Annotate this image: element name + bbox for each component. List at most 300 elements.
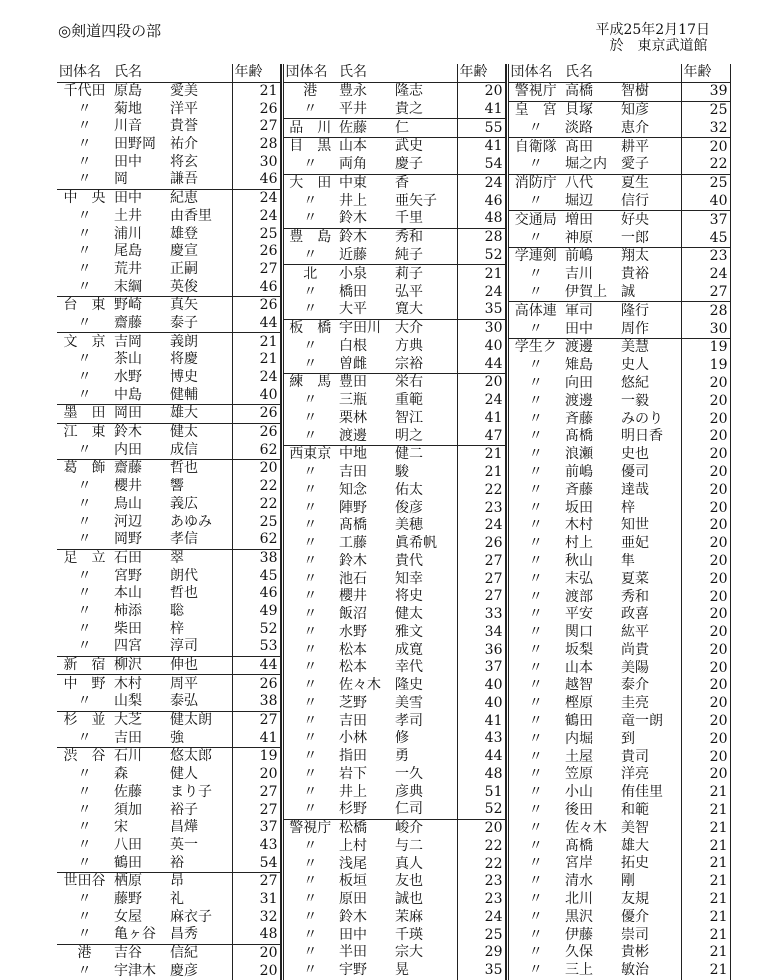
name-cell: 柳沢 伸也 — [112, 656, 232, 675]
roster-table-2 — [281, 64, 506, 980]
org-cell: 〃 — [528, 802, 543, 819]
org-cell: 〃 — [528, 766, 543, 783]
name-cell: 八田 英一 — [114, 836, 198, 853]
header-age: 年齢 — [681, 64, 730, 82]
table-row — [282, 819, 505, 837]
org-cell: 〃 — [528, 552, 543, 569]
table-row — [57, 82, 280, 100]
age-cell: 37 — [681, 211, 730, 229]
name-cell: 松本 幸代 — [339, 659, 423, 676]
name-cell: 菊地 洋平 — [114, 100, 198, 117]
name-cell: 秋山 隼 — [565, 552, 635, 569]
date-venue-block — [595, 22, 710, 54]
org-cell: 〃 — [528, 463, 543, 480]
org-cell: 〃 — [77, 153, 92, 170]
age-cell: 27 — [457, 553, 505, 571]
name-cell: 栖原 昂 — [112, 872, 232, 890]
org-cell: 〃 — [528, 855, 543, 872]
exam-venue: 於 東京武道館 — [609, 38, 708, 54]
name-cell: 岩下 一久 — [339, 765, 423, 782]
org-cell: 〃 — [77, 819, 92, 836]
age-cell: 20 — [681, 570, 730, 588]
org-cell: 〃 — [77, 100, 92, 117]
table-row — [507, 119, 730, 137]
age-cell: 36 — [457, 641, 505, 659]
age-cell: 20 — [681, 410, 730, 428]
name-cell: 淡路 恵介 — [565, 119, 649, 136]
table-row — [507, 320, 730, 338]
age-cell: 40 — [681, 193, 730, 211]
table-row — [282, 926, 505, 944]
table-row — [507, 908, 730, 926]
name-cell: 知念 佑太 — [339, 481, 423, 498]
name-cell: 藤野 礼 — [114, 890, 184, 907]
org-cell: 〃 — [303, 659, 318, 676]
org-cell: 〃 — [77, 278, 92, 295]
name-cell: 中東 香 — [337, 174, 457, 192]
age-cell: 20 — [232, 766, 280, 784]
name-cell: 北川 友規 — [565, 891, 649, 908]
age-cell: 22 — [457, 855, 505, 873]
org-cell: 文 京 — [57, 333, 112, 351]
table-row — [507, 357, 730, 375]
age-cell: 21 — [457, 464, 505, 482]
table-row — [282, 801, 505, 819]
org-cell: 〃 — [528, 357, 543, 374]
age-cell: 38 — [232, 693, 280, 711]
name-cell: 渡邊 一毅 — [565, 392, 649, 409]
header-age: 年齢 — [232, 64, 280, 82]
header-name: 氏名 — [337, 64, 457, 82]
header-org: 団体名 — [282, 64, 337, 82]
age-cell: 26 — [457, 535, 505, 553]
org-cell: 千代田 — [63, 83, 106, 100]
org-cell: 警視庁 — [514, 83, 557, 100]
age-cell: 22 — [232, 496, 280, 514]
table-row — [57, 784, 280, 802]
name-cell: 堀之内 愛子 — [565, 156, 649, 173]
table-row — [507, 101, 730, 119]
org-cell: 〃 — [303, 499, 318, 516]
name-cell: 水野 博史 — [114, 369, 198, 386]
name-cell: 樫原 圭亮 — [565, 695, 649, 712]
name-cell: 上村 与二 — [339, 837, 423, 854]
name-cell: 四宮 淳司 — [114, 638, 198, 655]
age-cell: 21 — [681, 819, 730, 837]
org-cell: 〃 — [528, 428, 543, 445]
org-cell: 〃 — [528, 837, 543, 854]
name-cell: 白根 方典 — [339, 337, 423, 354]
age-cell: 21 — [232, 351, 280, 369]
age-cell: 26 — [232, 243, 280, 261]
org-cell: 〃 — [528, 266, 543, 283]
name-cell: 櫻井 響 — [114, 478, 184, 495]
age-cell: 22 — [457, 482, 505, 500]
org-cell: 板 橋 — [282, 319, 337, 337]
age-cell: 20 — [232, 962, 280, 980]
age-cell: 28 — [457, 228, 505, 246]
name-cell: 小山 侑佳里 — [565, 784, 663, 801]
org-cell: 〃 — [77, 207, 92, 224]
age-cell: 24 — [457, 283, 505, 301]
name-cell: 杉野 仁司 — [339, 801, 423, 818]
table-row — [282, 838, 505, 856]
org-cell: 〃 — [303, 570, 318, 587]
name-cell: 工藤 眞希帆 — [339, 535, 437, 552]
name-cell: 平井 貴之 — [339, 100, 423, 117]
org-cell: 〃 — [528, 192, 543, 209]
org-cell: 〃 — [528, 374, 543, 391]
age-cell: 24 — [457, 174, 505, 192]
age-cell: 44 — [457, 748, 505, 766]
name-cell: 鳥山 義広 — [114, 495, 198, 512]
table-row — [507, 428, 730, 446]
age-cell: 62 — [232, 441, 280, 459]
name-cell: 三上 敏治 — [565, 962, 649, 979]
table-row — [282, 944, 505, 962]
org-cell: 〃 — [528, 624, 543, 641]
org-cell: 〃 — [303, 962, 318, 979]
age-cell: 46 — [232, 585, 280, 603]
table-row — [507, 819, 730, 837]
age-cell: 41 — [457, 101, 505, 119]
age-cell: 24 — [232, 189, 280, 207]
age-cell: 47 — [457, 427, 505, 445]
name-cell: 田中 周作 — [565, 320, 649, 337]
age-cell: 32 — [681, 119, 730, 137]
age-cell: 44 — [457, 355, 505, 373]
age-cell: 39 — [681, 82, 730, 101]
org-cell: 〃 — [77, 314, 92, 331]
table-row — [507, 624, 730, 642]
name-cell: 斉藤 みのり — [565, 410, 663, 427]
age-cell: 25 — [232, 225, 280, 243]
name-cell: 荒井 正嗣 — [114, 260, 198, 277]
age-cell: 48 — [457, 766, 505, 784]
age-cell: 25 — [457, 926, 505, 944]
org-cell: 〃 — [303, 100, 318, 117]
age-cell: 20 — [681, 464, 730, 482]
name-cell: 浪瀬 史也 — [565, 446, 649, 463]
table-row — [507, 570, 730, 588]
org-cell: 〃 — [528, 392, 543, 409]
name-cell: 関口 紘平 — [565, 624, 649, 641]
table-row — [57, 908, 280, 926]
age-cell: 27 — [457, 570, 505, 588]
name-cell: 吉田 駿 — [339, 464, 409, 481]
table-row — [57, 386, 280, 404]
name-cell: 柴田 梓 — [114, 620, 184, 637]
table-row — [507, 748, 730, 766]
table-row — [57, 333, 280, 351]
table-row — [507, 446, 730, 464]
table-row — [507, 156, 730, 174]
org-cell: 〃 — [303, 355, 318, 372]
age-cell: 28 — [681, 302, 730, 320]
org-cell: 中 野 — [57, 675, 112, 693]
age-cell: 21 — [681, 891, 730, 909]
org-cell: 墨 田 — [57, 405, 112, 424]
name-cell: 髙橋 美穂 — [339, 517, 423, 534]
name-cell: 尾島 慶宣 — [114, 243, 198, 260]
age-cell: 46 — [457, 192, 505, 210]
name-cell: 板垣 友也 — [339, 873, 423, 890]
table-row — [282, 283, 505, 301]
table-row — [282, 82, 505, 100]
name-cell: 末弘 夏菜 — [565, 570, 649, 587]
name-cell: 渡邊 美慧 — [563, 338, 681, 356]
age-cell: 24 — [457, 392, 505, 410]
age-cell: 24 — [457, 517, 505, 535]
org-cell: 〃 — [77, 495, 92, 512]
org-cell: 〃 — [77, 260, 92, 277]
name-cell: 栗林 智江 — [339, 409, 423, 426]
table-row — [507, 193, 730, 211]
table-row — [282, 228, 505, 246]
org-cell: 自衛隊 — [507, 138, 563, 156]
table-row — [282, 210, 505, 228]
table-row — [507, 588, 730, 606]
table-row — [57, 278, 280, 296]
name-cell: 女屋 麻衣子 — [114, 908, 212, 925]
age-cell: 53 — [232, 638, 280, 656]
org-cell: 〃 — [77, 513, 92, 530]
org-cell: 〃 — [528, 730, 543, 747]
name-cell: 山梨 泰弘 — [114, 693, 198, 710]
table-row — [282, 766, 505, 784]
name-cell: 雉島 史人 — [565, 357, 649, 374]
org-cell: 〃 — [303, 156, 318, 173]
org-cell: 〃 — [303, 801, 318, 818]
table-row — [507, 481, 730, 499]
header-name: 氏名 — [112, 64, 232, 82]
age-cell: 19 — [681, 338, 730, 356]
name-cell: 中地 健二 — [337, 446, 457, 464]
org-cell: 練 馬 — [282, 373, 337, 391]
age-cell: 20 — [681, 392, 730, 410]
org-cell: 学生ク — [507, 338, 563, 356]
org-cell: 〃 — [77, 890, 92, 907]
org-cell: 葛 飾 — [57, 460, 112, 478]
table-row — [507, 962, 730, 980]
age-cell: 54 — [232, 854, 280, 872]
org-cell: 〃 — [528, 517, 543, 534]
table-row — [57, 656, 280, 675]
table-row — [282, 138, 505, 156]
age-cell: 19 — [681, 357, 730, 375]
age-cell: 23 — [457, 891, 505, 909]
table-row — [282, 355, 505, 373]
age-cell: 20 — [681, 642, 730, 660]
table-row — [57, 819, 280, 837]
org-cell: 〃 — [77, 620, 92, 637]
table-header-row — [507, 64, 730, 82]
table-row — [282, 499, 505, 517]
name-cell: 齋藤 泰子 — [114, 314, 198, 331]
name-cell: 渡部 秀和 — [565, 588, 649, 605]
age-cell: 52 — [232, 620, 280, 638]
table-row — [57, 153, 280, 171]
table-row — [507, 606, 730, 624]
org-cell: 〃 — [303, 283, 318, 300]
table-row — [57, 944, 280, 962]
age-cell: 21 — [681, 784, 730, 802]
name-cell: 鶴田 竜一朗 — [565, 713, 663, 730]
exam-date: 平成25年2月17日 — [595, 22, 710, 38]
org-cell: 〃 — [303, 677, 318, 694]
table-row — [507, 891, 730, 909]
age-cell: 20 — [681, 499, 730, 517]
org-cell: 大 田 — [282, 174, 337, 192]
name-cell: 田野岡 祐介 — [114, 136, 198, 153]
age-cell: 20 — [681, 730, 730, 748]
name-cell: 鈴木 茉麻 — [339, 908, 423, 925]
table-row — [507, 713, 730, 731]
org-cell: 〃 — [77, 766, 92, 783]
org-cell: 足 立 — [57, 549, 112, 567]
table-row — [282, 156, 505, 174]
name-cell: 宇津木 慶彦 — [114, 962, 198, 979]
age-cell: 24 — [681, 266, 730, 284]
age-cell: 22 — [681, 156, 730, 174]
name-cell: 斉藤 達哉 — [565, 481, 649, 498]
table-row — [57, 369, 280, 387]
table-row — [57, 748, 280, 766]
name-cell: 指田 勇 — [339, 748, 409, 765]
name-cell: 田中 千瑛 — [339, 926, 423, 943]
org-cell: 〃 — [303, 301, 318, 318]
age-cell: 20 — [681, 138, 730, 156]
org-cell: 〃 — [303, 588, 318, 605]
name-cell: 大平 寛大 — [339, 301, 423, 318]
age-cell: 27 — [232, 261, 280, 279]
org-cell: 〃 — [528, 119, 543, 136]
org-cell: 〃 — [303, 192, 318, 209]
age-cell: 40 — [457, 677, 505, 695]
name-cell: 吉川 貴裕 — [565, 266, 649, 283]
table-row — [57, 891, 280, 909]
table-row — [507, 464, 730, 482]
name-cell: 増田 好央 — [563, 211, 681, 229]
org-cell: 〃 — [77, 478, 92, 495]
table-row — [507, 642, 730, 660]
table-row — [57, 296, 280, 314]
age-cell: 26 — [232, 675, 280, 693]
org-cell: 〃 — [303, 837, 318, 854]
table-row — [57, 496, 280, 514]
name-cell: 土井 由香里 — [114, 207, 212, 224]
name-cell: 近藤 純子 — [339, 247, 423, 264]
age-cell: 27 — [232, 118, 280, 136]
name-cell: 井上 亜矢子 — [339, 192, 437, 209]
org-cell: 〃 — [303, 694, 318, 711]
table-row — [57, 351, 280, 369]
age-cell: 30 — [457, 319, 505, 337]
table-row — [507, 302, 730, 320]
name-cell: 河辺 あゆみ — [114, 513, 212, 530]
table-row — [507, 944, 730, 962]
name-cell: 内田 成信 — [114, 441, 198, 458]
table-row — [282, 695, 505, 713]
org-cell: 〃 — [528, 926, 543, 943]
name-cell: 久保 貴彬 — [565, 944, 649, 961]
table-row — [507, 659, 730, 677]
org-cell: 〃 — [303, 855, 318, 872]
age-cell: 20 — [457, 373, 505, 391]
table-row — [57, 872, 280, 890]
org-cell: 高体連 — [507, 302, 563, 320]
name-cell: 鈴木 貴代 — [339, 552, 423, 569]
org-cell: 〃 — [77, 908, 92, 925]
table-row — [57, 460, 280, 478]
table-row — [507, 802, 730, 820]
table-row — [282, 606, 505, 624]
age-cell: 20 — [681, 428, 730, 446]
name-cell: 宮野 朗代 — [114, 567, 198, 584]
table-row — [57, 478, 280, 496]
table-row — [507, 926, 730, 944]
age-cell: 20 — [681, 481, 730, 499]
table-row — [282, 427, 505, 445]
org-cell: 新 宿 — [57, 656, 112, 675]
org-cell: 〃 — [528, 446, 543, 463]
name-cell: 齋藤 哲也 — [112, 460, 232, 478]
table-row — [282, 319, 505, 337]
org-cell: 渋 谷 — [57, 748, 112, 766]
age-cell: 20 — [681, 588, 730, 606]
org-cell: 〃 — [303, 481, 318, 498]
name-cell: 佐藤 仁 — [337, 119, 457, 138]
org-cell: 〃 — [303, 552, 318, 569]
age-cell: 52 — [457, 247, 505, 265]
table-row — [57, 423, 280, 441]
org-cell: 〃 — [77, 386, 92, 403]
table-row — [57, 962, 280, 980]
table-row — [282, 748, 505, 766]
org-cell: 〃 — [528, 962, 543, 979]
age-cell: 48 — [457, 210, 505, 228]
org-cell: 中 央 — [57, 189, 112, 207]
org-cell: 〃 — [303, 765, 318, 782]
name-cell: 向田 悠紀 — [565, 374, 649, 391]
table-row — [507, 338, 730, 356]
name-cell: 岡田 雄大 — [112, 405, 232, 424]
name-cell: 松本 成寛 — [339, 641, 423, 658]
age-cell: 20 — [681, 517, 730, 535]
org-cell: 江 東 — [57, 423, 112, 441]
age-cell: 28 — [232, 136, 280, 154]
age-cell: 26 — [232, 100, 280, 118]
table-row — [282, 962, 505, 980]
table-row — [282, 482, 505, 500]
name-cell: 鈴木 秀和 — [337, 228, 457, 246]
org-cell: 〃 — [528, 891, 543, 908]
age-cell: 21 — [681, 837, 730, 855]
table-row — [57, 549, 280, 567]
age-cell: 37 — [232, 819, 280, 837]
table-header-row — [282, 64, 505, 82]
name-cell: 陣野 俊彦 — [339, 499, 423, 516]
age-cell: 40 — [457, 337, 505, 355]
table-row — [282, 517, 505, 535]
name-cell: 大芝 健太朗 — [112, 711, 232, 729]
age-cell: 21 — [232, 82, 280, 100]
age-cell: 48 — [232, 926, 280, 944]
table-row — [57, 531, 280, 549]
age-cell: 25 — [681, 174, 730, 192]
table-row — [507, 553, 730, 571]
table-row — [282, 873, 505, 891]
